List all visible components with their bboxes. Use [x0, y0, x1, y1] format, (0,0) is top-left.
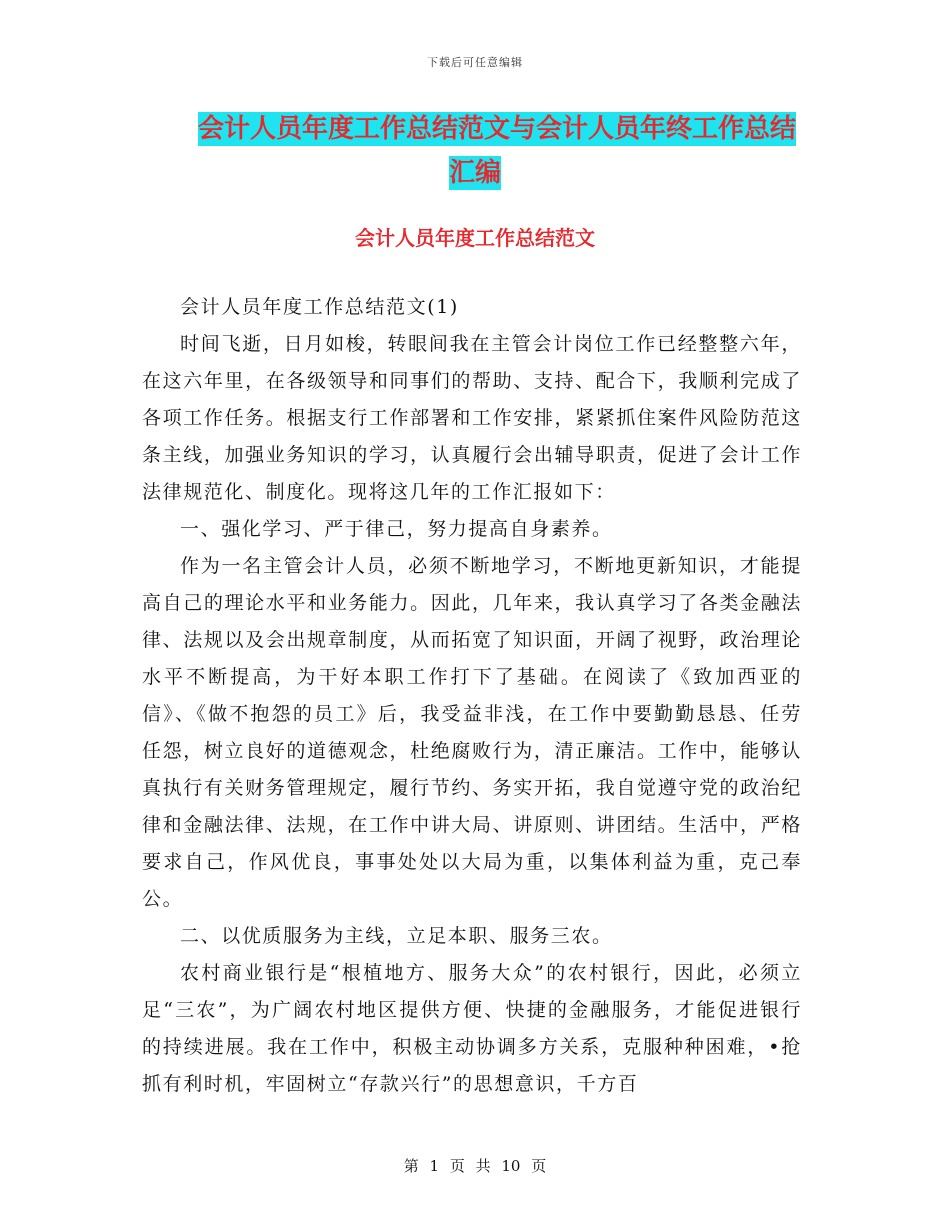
title-highlight-2: 汇编 [448, 158, 501, 188]
title-highlight-1: 会计人员年度工作总结范文与会计人员年终工作总结 [197, 114, 796, 144]
paragraph-intro: 时间飞逝，日月如梭，转眼间我在主管会计岗位工作已经整整六年，在这六年里，在各级领导和同事们的帮助、支持、配合下，我顺利完成了各项工作任务。根据支行工作部署和工作安排，紧紧抓住案件风险防范这条主线，加强业务知识的学习，认真履行会出辅导职责，促进了会计工作法律规范化、制度化。现将这几年的工作汇报如下： [142, 333, 802, 503]
page-footer: 第 1 页 共 10 页 [403, 1157, 547, 1175]
document-body [142, 289, 802, 1103]
paragraph-subtitle: 会计人员年度工作总结范文(1) [180, 296, 459, 318]
paragraph-heading-2: 二、以优质服务为主线，立足本职、服务三农。 [180, 925, 613, 947]
page-header-note: 下载后可任意编辑 [427, 56, 523, 69]
paragraph-body-1: 作为一名主管会计人员，必须不断地学习，不断地更新知识，才能提高自己的理论水平和业务能力。因此，几年来，我认真学习了各类金融法律、法规以及会出规章制度，从而拓宽了知识面，开阔了视野，政治理论水平不断提高，为干好本职工作打下了基础。在阅读了《致加西亚的信》、《做不抱怨的员工》后，我受益非浅，在工作中要勤勤恳恳、任劳任怨，树立良好的道德观念，杜绝腐败行为，清正廉洁。工作中，能够认真执行有关财务管理规定，履行节约、务实开拓，我自觉遵守党的政治纪律和金融法律、法规，在工作中讲大局、讲原则、讲团结。生活中，严格要求自己，作风优良，事事处处以大局为重，以集体利益为重，克己奉公。 [142, 555, 802, 910]
section-title: 会计人员年度工作总结范文 [355, 226, 595, 250]
paragraph-body-2: 农村商业银行是“根植地方、服务大众”的农村银行，因此，必须立足“三农”，为广阔农村地区提供方便、快捷的金融服务，才能促进银行的持续进展。我在工作中，积极主动协调多方关系，克服种种困难，•抢抓有利时机，牢固树立“存款兴行”的思想意识，千方百 [142, 962, 802, 1095]
paragraph-heading-1: 一、强化学习、严于律己，努力提高自身素养。 [180, 518, 613, 540]
document-title-line-1 [22, 110, 950, 148]
document-title-line-2 [0, 154, 950, 192]
